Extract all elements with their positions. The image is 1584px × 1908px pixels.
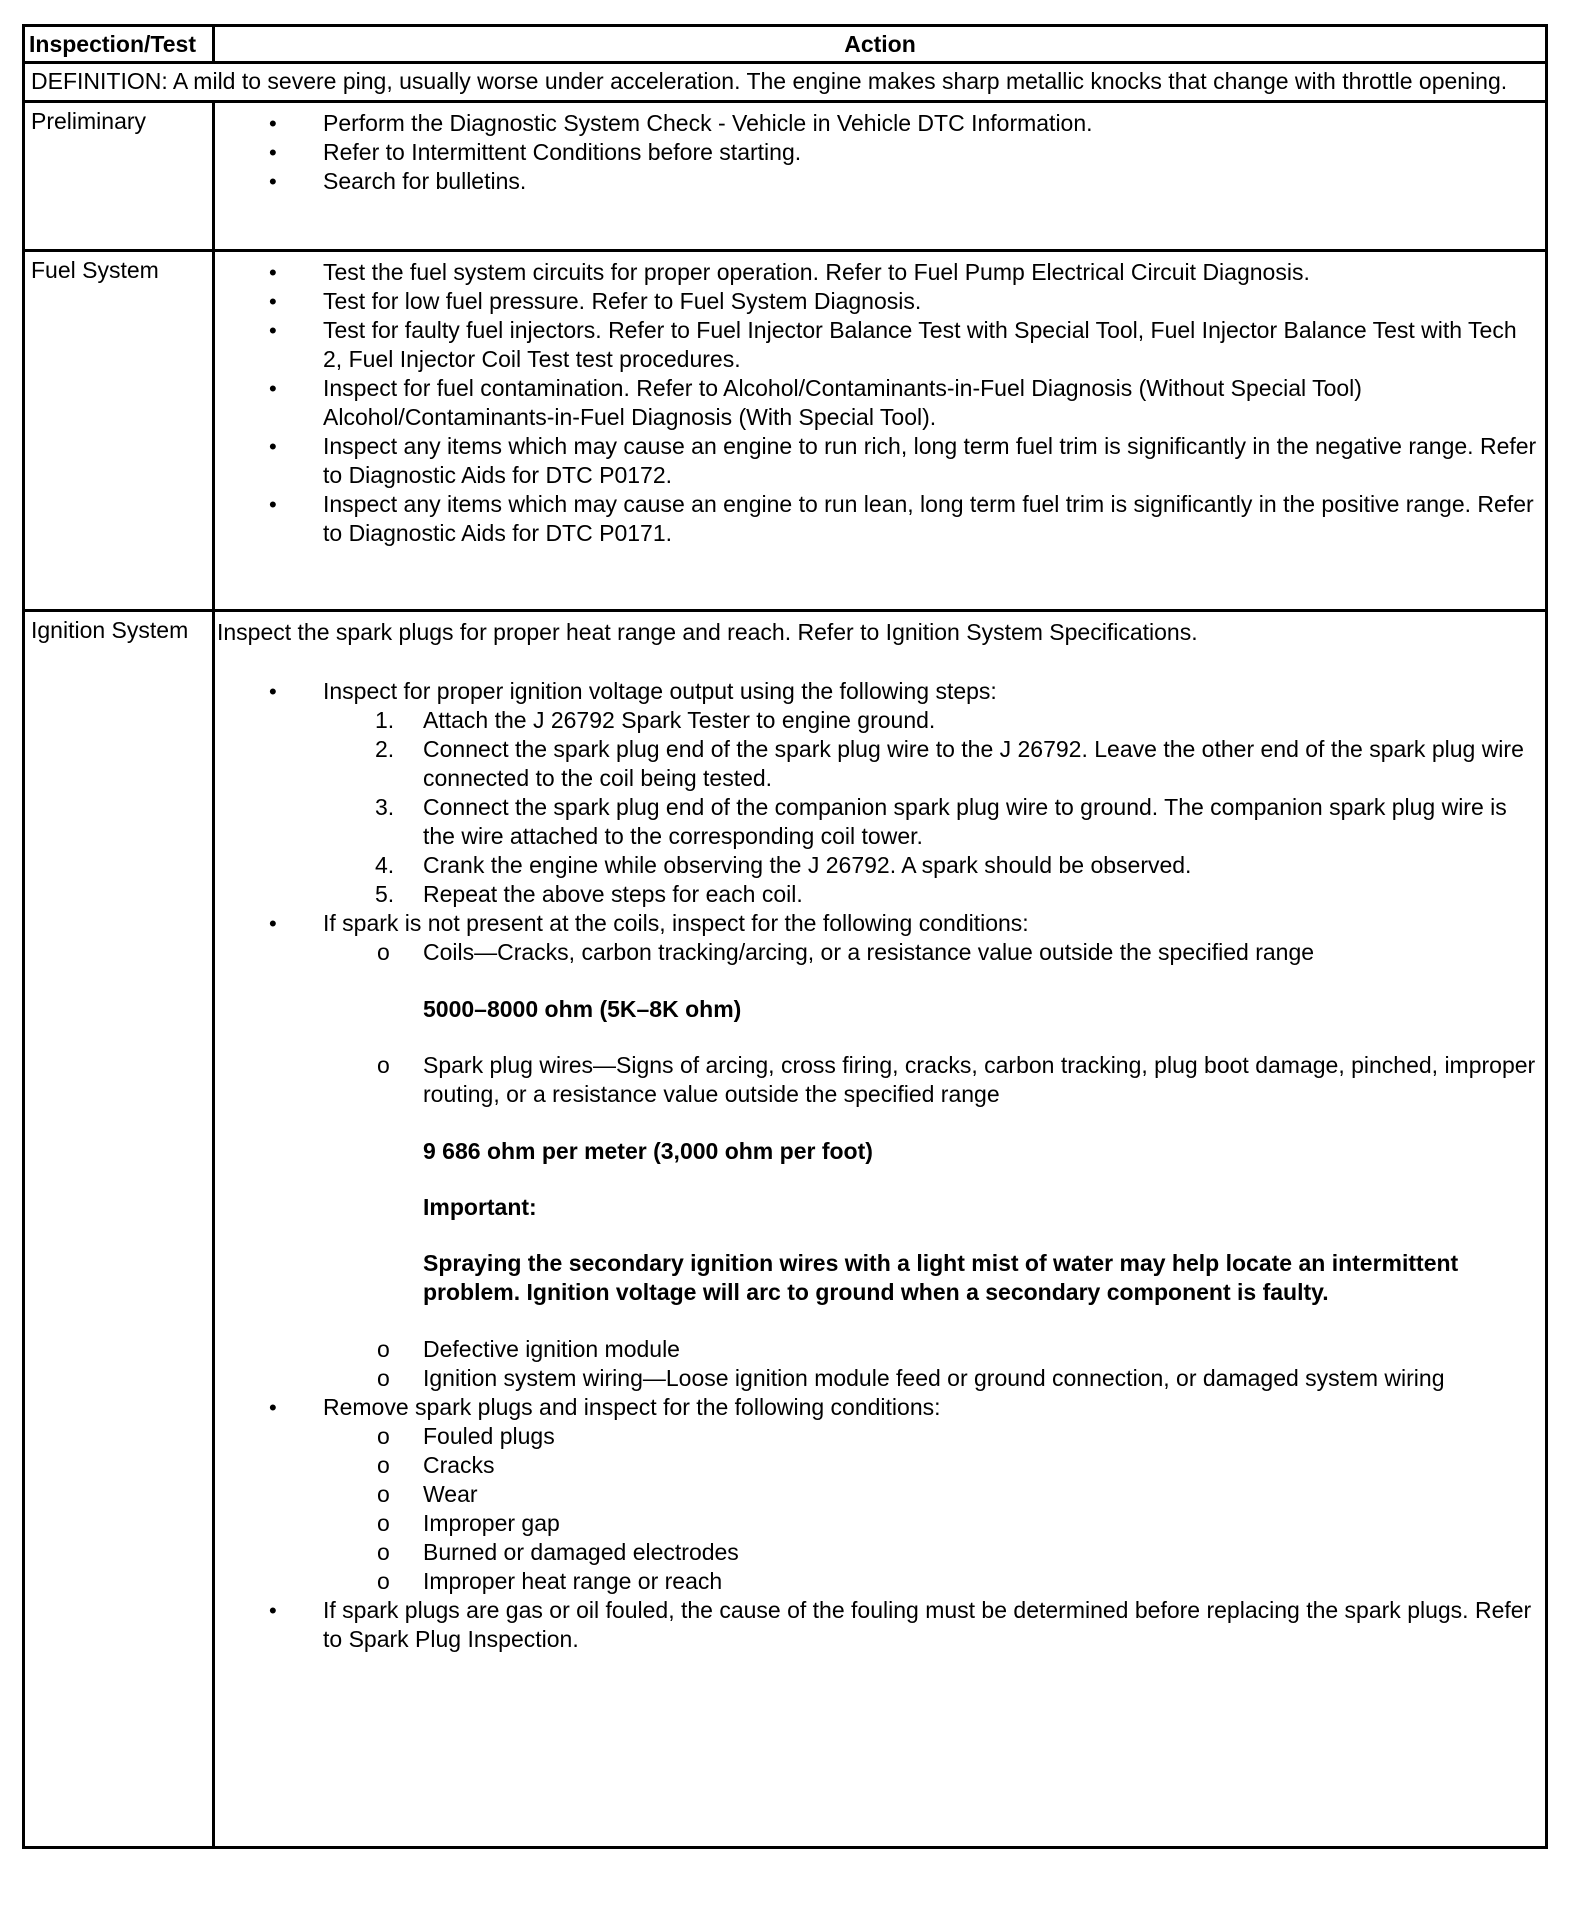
important-note: Spraying the secondary ignition wires with a light mist of water may help locate an intermittent problem. Ignition voltage will arc to ground when a secondary component is faulty.: [423, 1250, 1459, 1305]
voltage-steps: [323, 706, 1537, 909]
step-item: 2. Connect the spark plug end of the spark plug wire to the J 26792. Leave the other end of the spark plug wire connected to the coil being tested.: [423, 735, 1537, 793]
plug-condition: o Burned or damaged electrodes: [423, 1538, 1537, 1567]
remove-plugs-text: Remove spark plugs and inspect for the following conditions:: [323, 1394, 941, 1420]
list-item: • Inspect for fuel contamination. Refer to Alcohol/Contaminants-in-Fuel Diagnosis (Without Special Tool) Alcohol/Contaminants-in-Fuel Diagnosis (With Special Tool).: [323, 374, 1537, 432]
voltage-check-text: Inspect for proper ignition voltage output using the following steps:: [323, 678, 997, 704]
wires-spec: 9 686 ohm per meter (3,000 ohm per foot): [423, 1138, 873, 1164]
preliminary-actions: [214, 102, 1547, 251]
list-item: [323, 1393, 1537, 1596]
definition-row: [24, 63, 1547, 102]
step-item: 5. Repeat the above steps for each coil.: [423, 880, 1537, 909]
plug-condition: o Cracks: [423, 1451, 1537, 1480]
condition-coils: [423, 938, 1537, 1024]
header-action: Action: [214, 26, 1547, 63]
list-item: • Test the fuel system circuits for proper operation. Refer to Fuel Pump Electrical Circuit Diagnosis.: [323, 258, 1537, 287]
list-item: [323, 909, 1537, 1393]
list-item: • Test for faulty fuel injectors. Refer to Fuel Injector Balance Test with Special Tool, Fuel Injector Balance Test with Tech 2, Fuel Injector Coil Test test procedures.: [323, 316, 1537, 374]
list-item: • Refer to Intermittent Conditions before starting.: [323, 138, 1537, 167]
fuel-system-row: [24, 251, 1547, 611]
list-item: • Test for low fuel pressure. Refer to Fuel System Diagnosis.: [323, 287, 1537, 316]
fuel-system-label: Fuel System: [24, 251, 214, 611]
header-inspection-test: Inspection/Test: [24, 26, 214, 63]
list-item: • If spark plugs are gas or oil fouled, the cause of the fouling must be determined before replacing the spark plugs. Refer to Spark Plug Inspection.: [323, 1596, 1537, 1654]
no-spark-text: If spark is not present at the coils, inspect for the following conditions:: [323, 910, 1029, 936]
plug-conditions: [323, 1422, 1537, 1596]
plug-condition: o Fouled plugs: [423, 1422, 1537, 1451]
preliminary-list: [221, 109, 1537, 196]
plug-condition: o Improper gap: [423, 1509, 1537, 1538]
coils-text: o Coils—Cracks, carbon tracking/arcing, or a resistance value outside the specified range: [423, 939, 1315, 965]
list-item: • Search for bulletins.: [323, 167, 1537, 196]
ignition-intro: Inspect the spark plugs for proper heat range and reach. Refer to Ignition System Specifications.: [217, 619, 1198, 645]
preliminary-row: [24, 102, 1547, 251]
fuel-system-actions: [214, 251, 1547, 611]
step-item: 1. Attach the J 26792 Spark Tester to engine ground.: [423, 706, 1537, 735]
condition-wiring: o Ignition system wiring—Loose ignition module feed or ground connection, or damaged system wiring: [423, 1364, 1537, 1393]
fuel-list: [221, 258, 1537, 548]
coils-spec: 5000–8000 ohm (5K–8K ohm): [423, 996, 742, 1022]
condition-module: o Defective ignition module: [423, 1335, 1537, 1364]
condition-wires: [423, 1051, 1537, 1307]
ignition-system-row: [24, 611, 1547, 1848]
step-item: 3. Connect the spark plug end of the companion spark plug wire to ground. The companion spark plug wire is the wire attached to the corresponding coil tower.: [423, 793, 1537, 851]
important-label: Important:: [423, 1194, 537, 1220]
wires-text: o Spark plug wires—Signs of arcing, cross firing, cracks, carbon tracking, plug boot damage, pinched, improper routing, or a resistance value outside the specified range: [423, 1052, 1536, 1107]
preliminary-label: Preliminary: [24, 102, 214, 251]
no-spark-conditions: [323, 938, 1537, 1393]
ignition-system-actions: [214, 611, 1547, 1848]
plug-condition: o Wear: [423, 1480, 1537, 1509]
list-item: • Perform the Diagnostic System Check - Vehicle in Vehicle DTC Information.: [323, 109, 1537, 138]
list-item: • Inspect any items which may cause an engine to run rich, long term fuel trim is significantly in the negative range. Refer to Diagnostic Aids for DTC P0172.: [323, 432, 1537, 490]
list-item: • Inspect any items which may cause an engine to run lean, long term fuel trim is significantly in the positive range. Refer to Diagnostic Aids for DTC P0171.: [323, 490, 1537, 548]
header-row: [24, 26, 1547, 63]
ignition-list: [221, 677, 1537, 1654]
list-item: [323, 677, 1537, 909]
step-item: 4. Crank the engine while observing the J 26792. A spark should be observed.: [423, 851, 1537, 880]
diagnostic-table: [22, 24, 1548, 1849]
ignition-system-label: Ignition System: [24, 611, 214, 1848]
definition-text: DEFINITION: A mild to severe ping, usually worse under acceleration. The engine makes sharp metallic knocks that change with throttle opening.: [24, 63, 1547, 102]
plug-condition: o Improper heat range or reach: [423, 1567, 1537, 1596]
